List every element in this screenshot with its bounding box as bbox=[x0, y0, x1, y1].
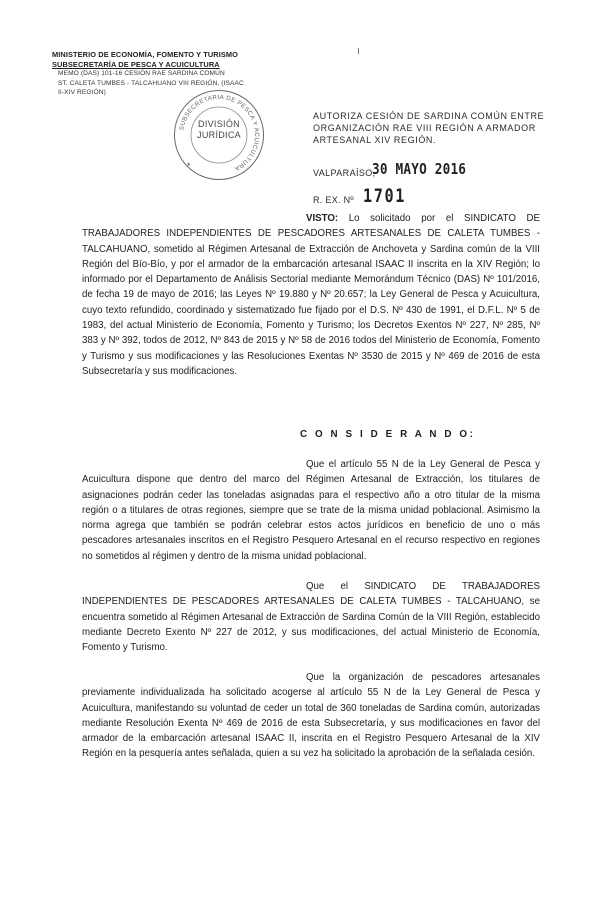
considerando-heading: C O N S I D E R A N D O: bbox=[300, 429, 476, 440]
visto-text: Lo solicitado por el SINDICATO DE TRABAJADORES INDEPENDIENTES DE PESCADORES ARTESANALES DE CALETA TUMBES - TALCAHUANO, sometido al Régimen Artesanal de Extracción de Anchoveta y Sardina común de la VIII Región del Bío-Bío, y por el armador de la embarcación artesanal ISAAC II inscrita en la XIV Región; lo informado por el Departamento de Análisis Sectorial mediante Memorándum Técnico (DAS) Nº 101/2016, de fecha 19 de mayo de 2016; las Leyes Nº 19.880 y Nº 20.657; la Ley General de Pesca y Acuicultura, cuyo texto refundido, coordinado y sistematizado fue fijado por el D.S. Nº 430 de 1991, el D.F.L. Nº 5 de 1983, del actual Ministerio de Economía, Fomento y Turismo; los Decretos Exentos Nº 227, Nº 285, Nº 383 y Nº 392, todos de 2012, Nº 843 de 2015 y Nº 58 de 2016 todos del Ministerio de Economía, Fomento y Turismo y sus modificaciones y las Resoluciones Exentas Nº 3530 de 2015 y Nº 469 de 2016 de esta Subsecretaría y sus modificaciones. bbox=[82, 213, 540, 377]
considerando-paragraph: Que el artículo 55 N de la Ley General de Pesca y Acuicultura dispone que dentro del marco del Régimen Artesanal de Extracción, los titulares de asignaciones podrán ceder las toneladas asignadas para el respectivo año a otro titular de la misma región o a titulares de otras regiones, siempre que se trate de la misma unidad poblacional. Asimismo la norma agrega que también se podrán celebrar estos actos jurídicos en beneficio de uno o más pescadores artesanales inscritos en el Registro Pesquero Artesanal en el recurso respectivo en regiones no sometidos al régimen y dentro de la misma unidad poblacional. bbox=[82, 459, 540, 562]
date-stamp: 30 MAYO 2016 bbox=[372, 160, 467, 178]
exempt-resolution-number: 1701 bbox=[363, 185, 407, 207]
subsecretaria-name: SUBSECRETARÍA DE PESCA Y ACUICULTURA bbox=[52, 59, 220, 69]
resolution-title: AUTORIZA CESIÓN DE SARDINA COMÚN ENTRE ORGANIZACIÓN RAE VIII REGIÓN A ARMADOR ARTESANAL XIV REGIÓN. bbox=[313, 111, 545, 146]
stamp-division-label: DIVISIÓN bbox=[198, 119, 240, 129]
place: VALPARAÍSO, bbox=[313, 168, 376, 178]
considerando-paragraph: Que el SINDICATO DE TRABAJADORES INDEPENDIENTES DE PESCADORES ARTESANALES DE CALETA TUMBES - TALCAHUANO, se encuentra sometido al Régimen Artesanal de Extracción de Sardina Común de la VIII Región, establecido mediante Decreto Exento Nº 227 de 2012, y sus modificaciones, del actual Ministerio de Economía, Fomento y Turismo. bbox=[82, 581, 540, 654]
legal-division-stamp bbox=[174, 90, 264, 180]
stamp-star: * bbox=[187, 161, 191, 171]
visto-paragraph bbox=[82, 211, 540, 379]
page-mark bbox=[358, 48, 359, 54]
considerando-paragraph: Que la organización de pescadores artesanales previamente individualizada ha solicitado acogerse al artículo 55 N de la Ley General de Pesca y Acuicultura, manifestando su voluntad de ceder un total de 360 toneladas de Sardina común, autorizadas mediante Resolución Exenta Nº 469 de 2016 de esta Subsecretaría, y sus modificaciones en favor del armador de la embarcación artesanal ISAAC II, inscrita en el Registro Pesquero Artesanal de la XIV Región en la pesquería antes señalada, quien a su vez ha solicitado la aprobación de la señalada cesión. bbox=[82, 672, 540, 760]
stamp-ring-text: SUBSECRETARIA DE PESCA Y ACUICULTURA bbox=[178, 93, 261, 173]
reference-line: II-XIV REGIÓN) bbox=[58, 89, 106, 97]
visto-label: VISTO: bbox=[306, 213, 339, 224]
ministry-name: MINISTERIO DE ECONOMÍA, FOMENTO Y TURISMO bbox=[52, 50, 239, 59]
stamp-center bbox=[193, 119, 245, 141]
reference-line: MEMO (DAS) 101-16 CESIÓN RAE SARDINA COMÚN bbox=[58, 70, 225, 78]
reference-line: ST. CALETA TUMBES - TALCAHUANO VIII REGIÓN, (ISAAC bbox=[58, 79, 244, 87]
exempt-resolution-label: R. EX. Nº bbox=[313, 195, 354, 205]
stamp-legal-label: JURÍDICA bbox=[197, 130, 241, 140]
